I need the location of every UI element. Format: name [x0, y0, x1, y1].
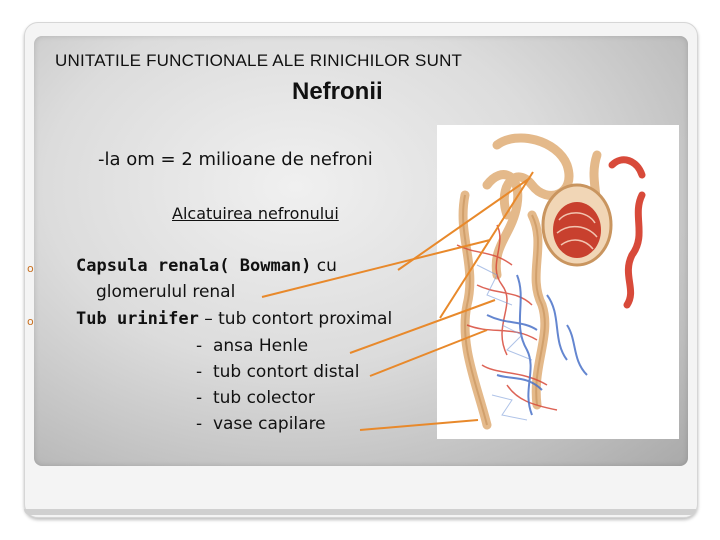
nephron-illustration [437, 125, 679, 439]
sub-item-text: tub colector [212, 388, 315, 408]
bullet-item-tubule [76, 309, 392, 329]
artery-group [612, 160, 642, 305]
bullet-bold-text: Capsula renala( Bowman) [76, 256, 312, 276]
bullet-marker-icon: o [27, 262, 34, 275]
sub-item-dash: - [196, 414, 203, 434]
bullet-rest-text: – tub contort proximal [198, 309, 393, 329]
sub-item [196, 388, 315, 408]
slide-bottom-edge [24, 509, 696, 515]
sub-item-text: vase capilare [212, 414, 326, 434]
sub-item-text: tub contort distal [212, 362, 360, 382]
bullet-continuation: glomerulul renal [96, 282, 236, 302]
sub-item-dash: - [196, 388, 203, 408]
slide-heading: UNITATILE FUNCTIONALE ALE RINICHILOR SUNT [55, 51, 463, 70]
sub-item-dash: - [196, 336, 203, 356]
sub-item-text: ansa Henle [212, 336, 309, 356]
bullet-item-capsule [76, 256, 337, 276]
sub-item [196, 414, 326, 434]
sub-item-dash: - [196, 362, 203, 382]
bullet-marker-icon: o [27, 315, 34, 328]
slide-title: Nefronii [292, 78, 383, 105]
bullet-rest-text: cu [311, 256, 337, 276]
sub-item [196, 362, 359, 382]
sub-item [196, 336, 308, 356]
subtitle: -la om = 2 milioane de nefroni [98, 149, 373, 170]
nephron-drawing [437, 125, 679, 439]
section-title: Alcatuirea nefronului [172, 204, 339, 223]
bullet-bold-text: Tub urinifer [76, 309, 199, 329]
